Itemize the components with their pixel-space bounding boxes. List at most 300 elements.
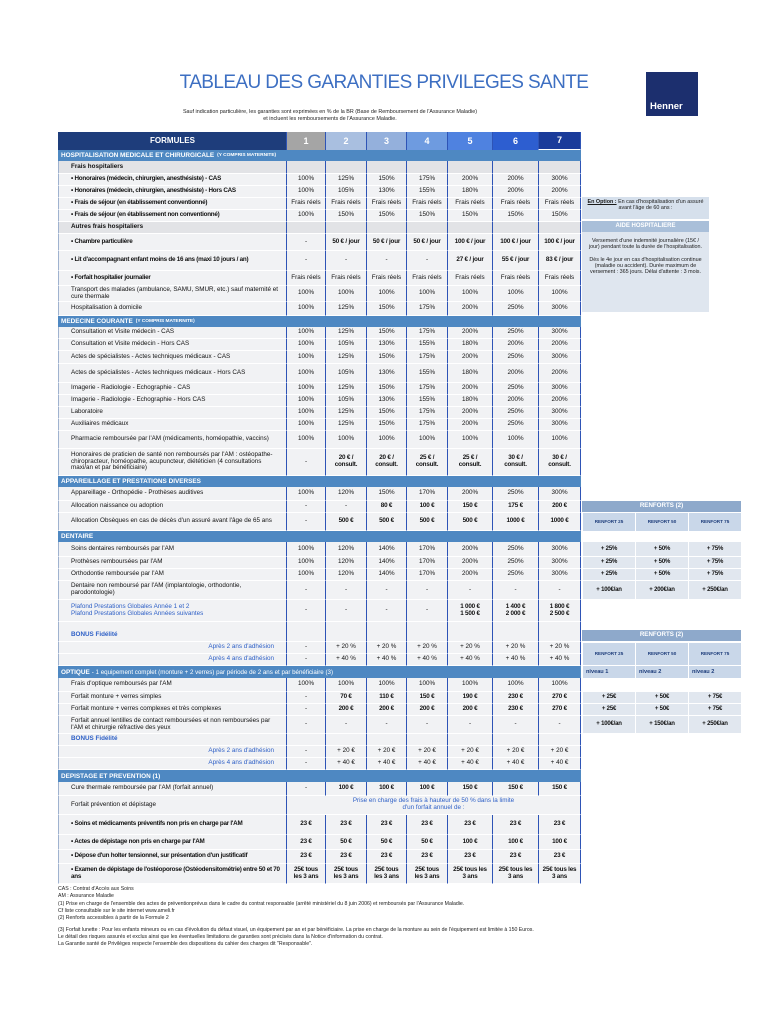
- row-label: Autres frais hospitaliers: [58, 222, 286, 234]
- table-cell: 105%: [325, 364, 366, 383]
- formula-header-7: 7: [538, 132, 581, 150]
- table-cell: [447, 734, 492, 746]
- renfort-column-header: RENFORT 75: [688, 643, 741, 665]
- row-label: Forfait monture + verres simples: [58, 692, 286, 704]
- table-cell: 250%: [492, 419, 538, 431]
- table-cell: 200%: [447, 174, 492, 186]
- logo-text: Henner: [650, 101, 683, 112]
- row-label: • Honoraires (médecin, chirurgien, anesthésiste) - Hors CAS: [58, 186, 286, 198]
- table-cell: 200 €: [366, 704, 406, 716]
- table-cell: [492, 222, 538, 234]
- renfort-column-header: RENFORT 50: [635, 643, 688, 665]
- table-cell: 100%: [492, 286, 538, 302]
- table-cell: 25€ tous les 3 ans: [492, 864, 538, 884]
- table-cell: [325, 222, 366, 234]
- table-cell: Frais réels: [538, 271, 581, 286]
- table-cell: 250%: [492, 383, 538, 395]
- table-cell: 270 €: [538, 704, 581, 716]
- table-cell: 150 €: [447, 782, 492, 796]
- table-cell: 200%: [538, 395, 581, 407]
- table-cell: 150%: [366, 351, 406, 364]
- aide-paragraph: Dès le 4e jour en cas d'hospitalisation continue (maladie ou accident). Durée maximum de versement : 365 jours. Délai d'attente : 3 mois.: [589, 256, 702, 276]
- table-cell: 110 €: [366, 692, 406, 704]
- footnote: Le détail des risques assurés et exclus ainsi que les éventuelles limitations de garanties sont précisés dans la Notice d'information du contrat.: [58, 934, 383, 940]
- intro-line: Sauf indication particulière, les garanties sont exprimées en % de la BR (Base de Remboursement de l'Assurance Maladie): [182, 109, 478, 115]
- table-cell: 140%: [366, 557, 406, 569]
- table-cell: 500 €: [366, 513, 406, 531]
- table-cell: 150%: [447, 210, 492, 222]
- table-cell: 175%: [406, 302, 447, 316]
- table-cell: 200%: [447, 327, 492, 339]
- table-cell: 100%: [406, 678, 447, 692]
- table-cell: [286, 161, 325, 174]
- table-cell: 100%: [325, 286, 366, 302]
- table-cell: 190 €: [447, 692, 492, 704]
- renfort-cell: + 75%: [688, 569, 741, 581]
- table-cell: + 40 €: [366, 758, 406, 770]
- table-cell: 130%: [366, 339, 406, 351]
- table-cell: 200 €: [447, 704, 492, 716]
- table-cell: 50 €: [325, 835, 366, 850]
- table-cell: 100%: [447, 678, 492, 692]
- table-cell: 300%: [538, 174, 581, 186]
- table-cell: 500 €: [325, 513, 366, 531]
- table-cell: 1000 €: [492, 513, 538, 531]
- table-cell: 175%: [406, 419, 447, 431]
- table-cell: 150 €: [492, 782, 538, 796]
- table-cell: + 20 €: [538, 746, 581, 758]
- table-cell: [538, 161, 581, 174]
- table-cell: 100%: [286, 339, 325, 351]
- table-cell: + 40 %: [447, 654, 492, 666]
- table-cell: 25€ tous les 3 ans: [538, 864, 581, 884]
- table-cell: 100%: [538, 286, 581, 302]
- renfort-cell: + 250€/an: [688, 581, 741, 600]
- table-cell: 100 €: [406, 782, 447, 796]
- formula-header-1: 1: [286, 132, 325, 150]
- table-cell: 120%: [325, 569, 366, 581]
- table-cell: Frais réels: [492, 271, 538, 286]
- section-note: (Y COMPRIS MATERNITE): [217, 153, 277, 158]
- renfort-cell: + 75%: [688, 542, 741, 557]
- table-cell: 130%: [366, 364, 406, 383]
- row-label: Frais d'optique remboursés par l'AM: [58, 678, 286, 692]
- table-cell: 125%: [325, 383, 366, 395]
- table-cell: 200 €: [325, 704, 366, 716]
- table-cell: 70 €: [325, 692, 366, 704]
- renfort-cell: + 50%: [635, 557, 688, 569]
- row-label: Honoraires de praticien de santé non remboursés par l'AM : ostéopathe- chiropracteur, homéopathe, acupuncteur, diététicien (4 consultations maxi/an et par bénéficiaire): [58, 449, 286, 476]
- table-cell: 125%: [325, 174, 366, 186]
- table-cell: 105%: [325, 339, 366, 351]
- table-cell: 23 €: [406, 815, 447, 835]
- table-cell: 150%: [366, 487, 406, 501]
- table-cell: -: [325, 716, 366, 734]
- table-cell: 175 €: [492, 501, 538, 513]
- row-label: Cure thermale remboursée par l'AM (forfait annuel): [58, 782, 286, 796]
- table-cell: 180%: [447, 364, 492, 383]
- row-label: Laboratoire: [58, 407, 286, 419]
- renfort-cell: + 50€: [635, 704, 688, 716]
- table-cell: -: [366, 251, 406, 271]
- footnote: (1) Prise en charge de l'ensemble des actes de préventionprévus dans le cadre du contrat responsable (arrêté ministériel du 8 juin 2006) et remboursés par l'Assurance Maladie.: [58, 901, 465, 907]
- table-cell: 100%: [286, 210, 325, 222]
- table-cell: 125%: [325, 407, 366, 419]
- table-cell: + 40 %: [492, 654, 538, 666]
- table-cell: 175%: [406, 174, 447, 186]
- table-cell: -: [406, 716, 447, 734]
- table-cell: + 20 €: [492, 746, 538, 758]
- renfort-cell: + 50€: [635, 692, 688, 704]
- page-title: TABLEAU DES GARANTIES PRIVILEGES SANTE: [179, 72, 589, 93]
- table-cell: -: [492, 581, 538, 600]
- section-title: DEPISTAGE ET PREVENTION (1): [61, 772, 161, 780]
- renfort-cell: + 75%: [688, 557, 741, 569]
- table-cell: [406, 222, 447, 234]
- table-cell: 250%: [492, 557, 538, 569]
- row-label: • Forfait hospitalier journalier: [58, 271, 286, 286]
- renfort-cell: + 50%: [635, 569, 688, 581]
- table-cell: [325, 622, 366, 642]
- row-label: Orthodontie remboursée par l'AM: [58, 569, 286, 581]
- table-cell: -: [366, 600, 406, 622]
- table-cell: 200%: [492, 174, 538, 186]
- renfort-column-header: RENFORT 50: [635, 513, 688, 531]
- table-cell: 200%: [492, 339, 538, 351]
- row-label: • Chambre particulière: [58, 234, 286, 251]
- row-label: Après 2 ans d'adhésion: [58, 746, 286, 758]
- row-label: Consultation et Visite médecin - Hors CAS: [58, 339, 286, 351]
- formula-header-4: 4: [406, 132, 447, 150]
- table-cell: 180%: [447, 339, 492, 351]
- table-cell: + 20 %: [325, 642, 366, 654]
- table-cell: 105%: [325, 186, 366, 198]
- table-cell: 200%: [492, 364, 538, 383]
- renfort-column-header: RENFORT 25: [582, 513, 635, 531]
- row-label: • Frais de séjour (en établissement conventionné): [58, 198, 286, 210]
- table-cell: [406, 161, 447, 174]
- table-cell: + 20 %: [447, 642, 492, 654]
- table-cell: 200%: [447, 419, 492, 431]
- table-cell: 150%: [366, 210, 406, 222]
- footnote: (3) Forfait lunette : Pour les enfants mineurs ou en cas d'évolution du défaut visuel, un équipement par an et par bénéficiaire. La prise en charge de la monture au sein de l'équipement est limitée à 150 Euros.: [58, 927, 534, 933]
- table-cell: 140%: [366, 569, 406, 581]
- table-cell: -: [286, 501, 325, 513]
- table-cell: 150%: [325, 210, 366, 222]
- table-cell: 100 €: [492, 835, 538, 850]
- row-label: Actes de spécialistes - Actes techniques médicaux - Hors CAS: [58, 364, 286, 383]
- table-cell: [286, 222, 325, 234]
- table-cell: 250%: [492, 302, 538, 316]
- table-cell: 100 €: [406, 501, 447, 513]
- renfort-cell: + 25%: [582, 569, 635, 581]
- table-cell: -: [406, 600, 447, 622]
- table-cell: -: [286, 449, 325, 476]
- renfort-level: niveau 2: [635, 666, 688, 678]
- table-cell: 170%: [406, 557, 447, 569]
- table-cell: 250%: [492, 487, 538, 501]
- table-cell: 180%: [447, 395, 492, 407]
- table-cell: 500 €: [406, 513, 447, 531]
- table-cell: 55 € / jour: [492, 251, 538, 271]
- table-cell: 150%: [538, 210, 581, 222]
- table-cell: 100 € / jour: [492, 234, 538, 251]
- table-cell: 27 € / jour: [447, 251, 492, 271]
- row-label: Prothèses remboursées par l'AM: [58, 557, 286, 569]
- table-cell: 100%: [538, 431, 581, 449]
- table-cell: 175%: [406, 351, 447, 364]
- table-cell: 83 € / jour: [538, 251, 581, 271]
- table-cell: 100%: [286, 286, 325, 302]
- table-cell: -: [286, 716, 325, 734]
- row-label: • Dépose d'un holter tensionnel, sur présentation d'un justificatif: [58, 850, 286, 864]
- table-cell: 100%: [447, 286, 492, 302]
- renfort-cell: + 100€/an: [582, 581, 635, 600]
- renforts-header: RENFORTS (2): [582, 501, 741, 512]
- table-cell: 200%: [447, 569, 492, 581]
- table-cell: -: [286, 234, 325, 251]
- table-cell: 130%: [366, 186, 406, 198]
- table-cell: 150%: [366, 383, 406, 395]
- table-cell: -: [286, 654, 325, 666]
- table-cell: 100%: [286, 678, 325, 692]
- table-cell: 100%: [447, 431, 492, 449]
- table-cell: 100%: [286, 407, 325, 419]
- table-cell: 230 €: [492, 692, 538, 704]
- table-cell: 100 €: [366, 782, 406, 796]
- table-cell: + 20 %: [538, 642, 581, 654]
- table-cell: 300%: [538, 487, 581, 501]
- row-label: Imagerie - Radiologie - Echographie - Hors CAS: [58, 395, 286, 407]
- renfort-cell: + 25€: [582, 692, 635, 704]
- table-cell: [366, 222, 406, 234]
- table-cell: 300%: [538, 351, 581, 364]
- table-cell: 23 €: [538, 815, 581, 835]
- table-cell: 23 €: [447, 815, 492, 835]
- table-cell: 100%: [492, 431, 538, 449]
- table-cell: 200%: [447, 542, 492, 557]
- footnote: (2) Renforts accessibles à partir de la Formule 2: [58, 915, 169, 921]
- table-cell: + 20 %: [366, 642, 406, 654]
- table-cell: 250%: [492, 569, 538, 581]
- table-cell: 200%: [447, 487, 492, 501]
- table-cell: 130%: [366, 395, 406, 407]
- table-cell: 100%: [492, 678, 538, 692]
- table-cell: -: [447, 716, 492, 734]
- renfort-cell: + 25€: [582, 704, 635, 716]
- table-cell: [492, 161, 538, 174]
- table-cell: 175%: [406, 407, 447, 419]
- table-cell: 100%: [286, 487, 325, 501]
- table-cell: [447, 622, 492, 642]
- table-cell: 150%: [366, 419, 406, 431]
- table-cell: -: [286, 600, 325, 622]
- table-cell: 20 € / consult.: [325, 449, 366, 476]
- table-cell: 100%: [538, 678, 581, 692]
- table-cell: 180%: [447, 186, 492, 198]
- table-cell: 125%: [325, 351, 366, 364]
- table-cell: [366, 734, 406, 746]
- table-cell: 150 €: [538, 782, 581, 796]
- row-label: Après 2 ans d'adhésion: [58, 642, 286, 654]
- formula-header-5: 5: [447, 132, 492, 150]
- table-cell: Frais réels: [492, 198, 538, 210]
- table-cell: 120%: [325, 557, 366, 569]
- table-cell: -: [286, 581, 325, 600]
- table-cell: 200%: [538, 364, 581, 383]
- section-title: OPTIQUE: [61, 668, 90, 676]
- table-cell: 150%: [492, 210, 538, 222]
- table-cell: 23 €: [286, 815, 325, 835]
- table-cell: + 40 %: [325, 654, 366, 666]
- option-text: En cas d'hospitalisation d'un assuré avant l'âge de 60 ans :: [616, 199, 704, 212]
- table-cell: 23 €: [366, 850, 406, 864]
- table-cell: 50 € / jour: [325, 234, 366, 251]
- table-cell: 175%: [406, 327, 447, 339]
- renfort-level: niveau 1: [582, 666, 635, 678]
- table-cell: 23 €: [286, 850, 325, 864]
- table-cell: + 20 %: [492, 642, 538, 654]
- table-cell: 200%: [538, 339, 581, 351]
- table-cell: Frais réels: [325, 198, 366, 210]
- table-cell: 300%: [538, 557, 581, 569]
- henner-logo: [646, 72, 698, 116]
- table-cell: 105%: [325, 395, 366, 407]
- intro-line: et incluent les remboursements de l'Assurance Maladie.: [263, 116, 397, 122]
- table-cell: -: [286, 513, 325, 531]
- table-cell: + 40 %: [366, 654, 406, 666]
- table-cell: 250%: [492, 407, 538, 419]
- table-cell: 300%: [538, 383, 581, 395]
- table-cell: 230 €: [492, 704, 538, 716]
- table-cell: + 40 %: [538, 654, 581, 666]
- table-cell: [286, 734, 325, 746]
- table-cell: [492, 734, 538, 746]
- footnote: CAS : Contrat d'Accès aux Soins: [58, 886, 134, 892]
- section-title: HOSPITALISATION MEDICALE ET CHIRURGICALE: [61, 152, 215, 159]
- renfort-cell: + 25%: [582, 557, 635, 569]
- table-cell: 50 €: [366, 835, 406, 850]
- section-title: MEDECINE COURANTE: [61, 318, 133, 325]
- table-cell: [366, 161, 406, 174]
- table-cell: + 20 €: [325, 746, 366, 758]
- row-label: Auxiliaires médicaux: [58, 419, 286, 431]
- table-cell: [492, 622, 538, 642]
- table-cell: [538, 222, 581, 234]
- row-label: Forfait annuel lentilles de contact remboursées et non remboursées par l'AM et chirurgie réfractive des yeux: [58, 716, 286, 734]
- table-cell: 300%: [538, 542, 581, 557]
- table-cell: 500 €: [447, 513, 492, 531]
- footnote: La Garantie santé de Privilèges respecte l'ensemble des dispositions du cahier des charges dit "Responsable".: [58, 941, 313, 947]
- row-label: • Examen de dépistage de l'ostéoporose (Ostéodensitométrie) entre 50 et 70 ans: [58, 864, 286, 884]
- table-cell: Frais réels: [406, 198, 447, 210]
- table-cell: -: [538, 716, 581, 734]
- table-cell: + 40 €: [325, 758, 366, 770]
- table-cell: -: [447, 581, 492, 600]
- table-cell: Frais réels: [538, 198, 581, 210]
- footnote: AM : Assurance Maladie: [58, 893, 114, 899]
- section-note: (Y COMPRIS MATERNITE): [135, 319, 195, 324]
- row-label: Dentaire non remboursé par l'AM (implantologie, orthodontie, parodontologie): [58, 581, 286, 600]
- table-cell: 100%: [286, 569, 325, 581]
- table-cell: 250%: [492, 351, 538, 364]
- section-header: [58, 770, 581, 782]
- renfort-column-header: RENFORT 75: [688, 513, 741, 531]
- section-header: [58, 476, 581, 487]
- table-cell: 1 000 € 1 500 €: [447, 600, 492, 622]
- formula-header-3: 3: [366, 132, 406, 150]
- aide-hospitaliere-body: [582, 232, 709, 312]
- formula-header-6: 6: [492, 132, 538, 150]
- renforts-header: RENFORTS (2): [582, 630, 741, 641]
- table-cell: -: [366, 716, 406, 734]
- table-cell: 125%: [325, 327, 366, 339]
- renfort-level: niveau 2: [688, 666, 741, 678]
- table-cell: + 40 €: [538, 758, 581, 770]
- span-note-cell: Prise en charge des frais à hauteur de 50 % dans la limite d'un forfait annuel de :: [286, 796, 581, 815]
- table-cell: 25€ tous les 3 ans: [366, 864, 406, 884]
- table-cell: 100%: [406, 431, 447, 449]
- table-cell: 300%: [538, 302, 581, 316]
- row-label: Imagerie - Radiologie - Echographie - CAS: [58, 383, 286, 395]
- table-cell: 100 € / jour: [538, 234, 581, 251]
- table-cell: -: [286, 704, 325, 716]
- table-cell: 100 €: [538, 835, 581, 850]
- table-cell: 120%: [325, 487, 366, 501]
- table-cell: 100%: [366, 678, 406, 692]
- row-label: • Honoraires (médecin, chirurgien, anesthésiste) - CAS: [58, 174, 286, 186]
- table-cell: -: [286, 758, 325, 770]
- table-cell: + 40 €: [406, 758, 447, 770]
- table-cell: 200%: [447, 302, 492, 316]
- table-cell: + 20 €: [406, 746, 447, 758]
- table-cell: 150%: [366, 302, 406, 316]
- table-cell: Frais réels: [366, 271, 406, 286]
- renfort-cell: + 250€/an: [688, 716, 741, 734]
- table-cell: 200%: [447, 407, 492, 419]
- table-cell: 23 €: [447, 850, 492, 864]
- table-cell: 30 € / consult.: [492, 449, 538, 476]
- table-cell: -: [286, 782, 325, 796]
- table-cell: 100%: [325, 431, 366, 449]
- row-label: Allocation Obsèques en cas de décès d'un assuré avant l'âge de 65 ans: [58, 513, 286, 531]
- table-cell: + 20 €: [447, 746, 492, 758]
- table-cell: + 20 €: [366, 746, 406, 758]
- table-cell: 50 €: [406, 835, 447, 850]
- table-cell: 100%: [286, 542, 325, 557]
- table-cell: 170%: [406, 542, 447, 557]
- table-cell: 100%: [286, 186, 325, 198]
- row-label: Après 4 ans d'adhésion: [58, 758, 286, 770]
- row-label: Après 4 ans d'adhésion: [58, 654, 286, 666]
- table-cell: 23 €: [406, 850, 447, 864]
- table-cell: 100%: [366, 431, 406, 449]
- table-cell: 150 €: [406, 692, 447, 704]
- section-title: APPAREILLAGE ET PRESTATIONS DIVERSES: [61, 478, 201, 485]
- table-cell: 155%: [406, 364, 447, 383]
- table-cell: [447, 161, 492, 174]
- table-cell: 25€ tous les 3 ans: [325, 864, 366, 884]
- table-cell: 25 € / consult.: [406, 449, 447, 476]
- table-cell: 200%: [447, 557, 492, 569]
- table-cell: 100%: [406, 286, 447, 302]
- table-cell: 170%: [406, 569, 447, 581]
- table-cell: 100%: [286, 395, 325, 407]
- aide-paragraph: Versement d'une indemnité journalière (15€ / jour) pendant toute la durée de l'hospitalisation.: [588, 238, 703, 251]
- table-cell: Frais réels: [447, 198, 492, 210]
- table-cell: 250%: [492, 327, 538, 339]
- table-cell: 300%: [538, 419, 581, 431]
